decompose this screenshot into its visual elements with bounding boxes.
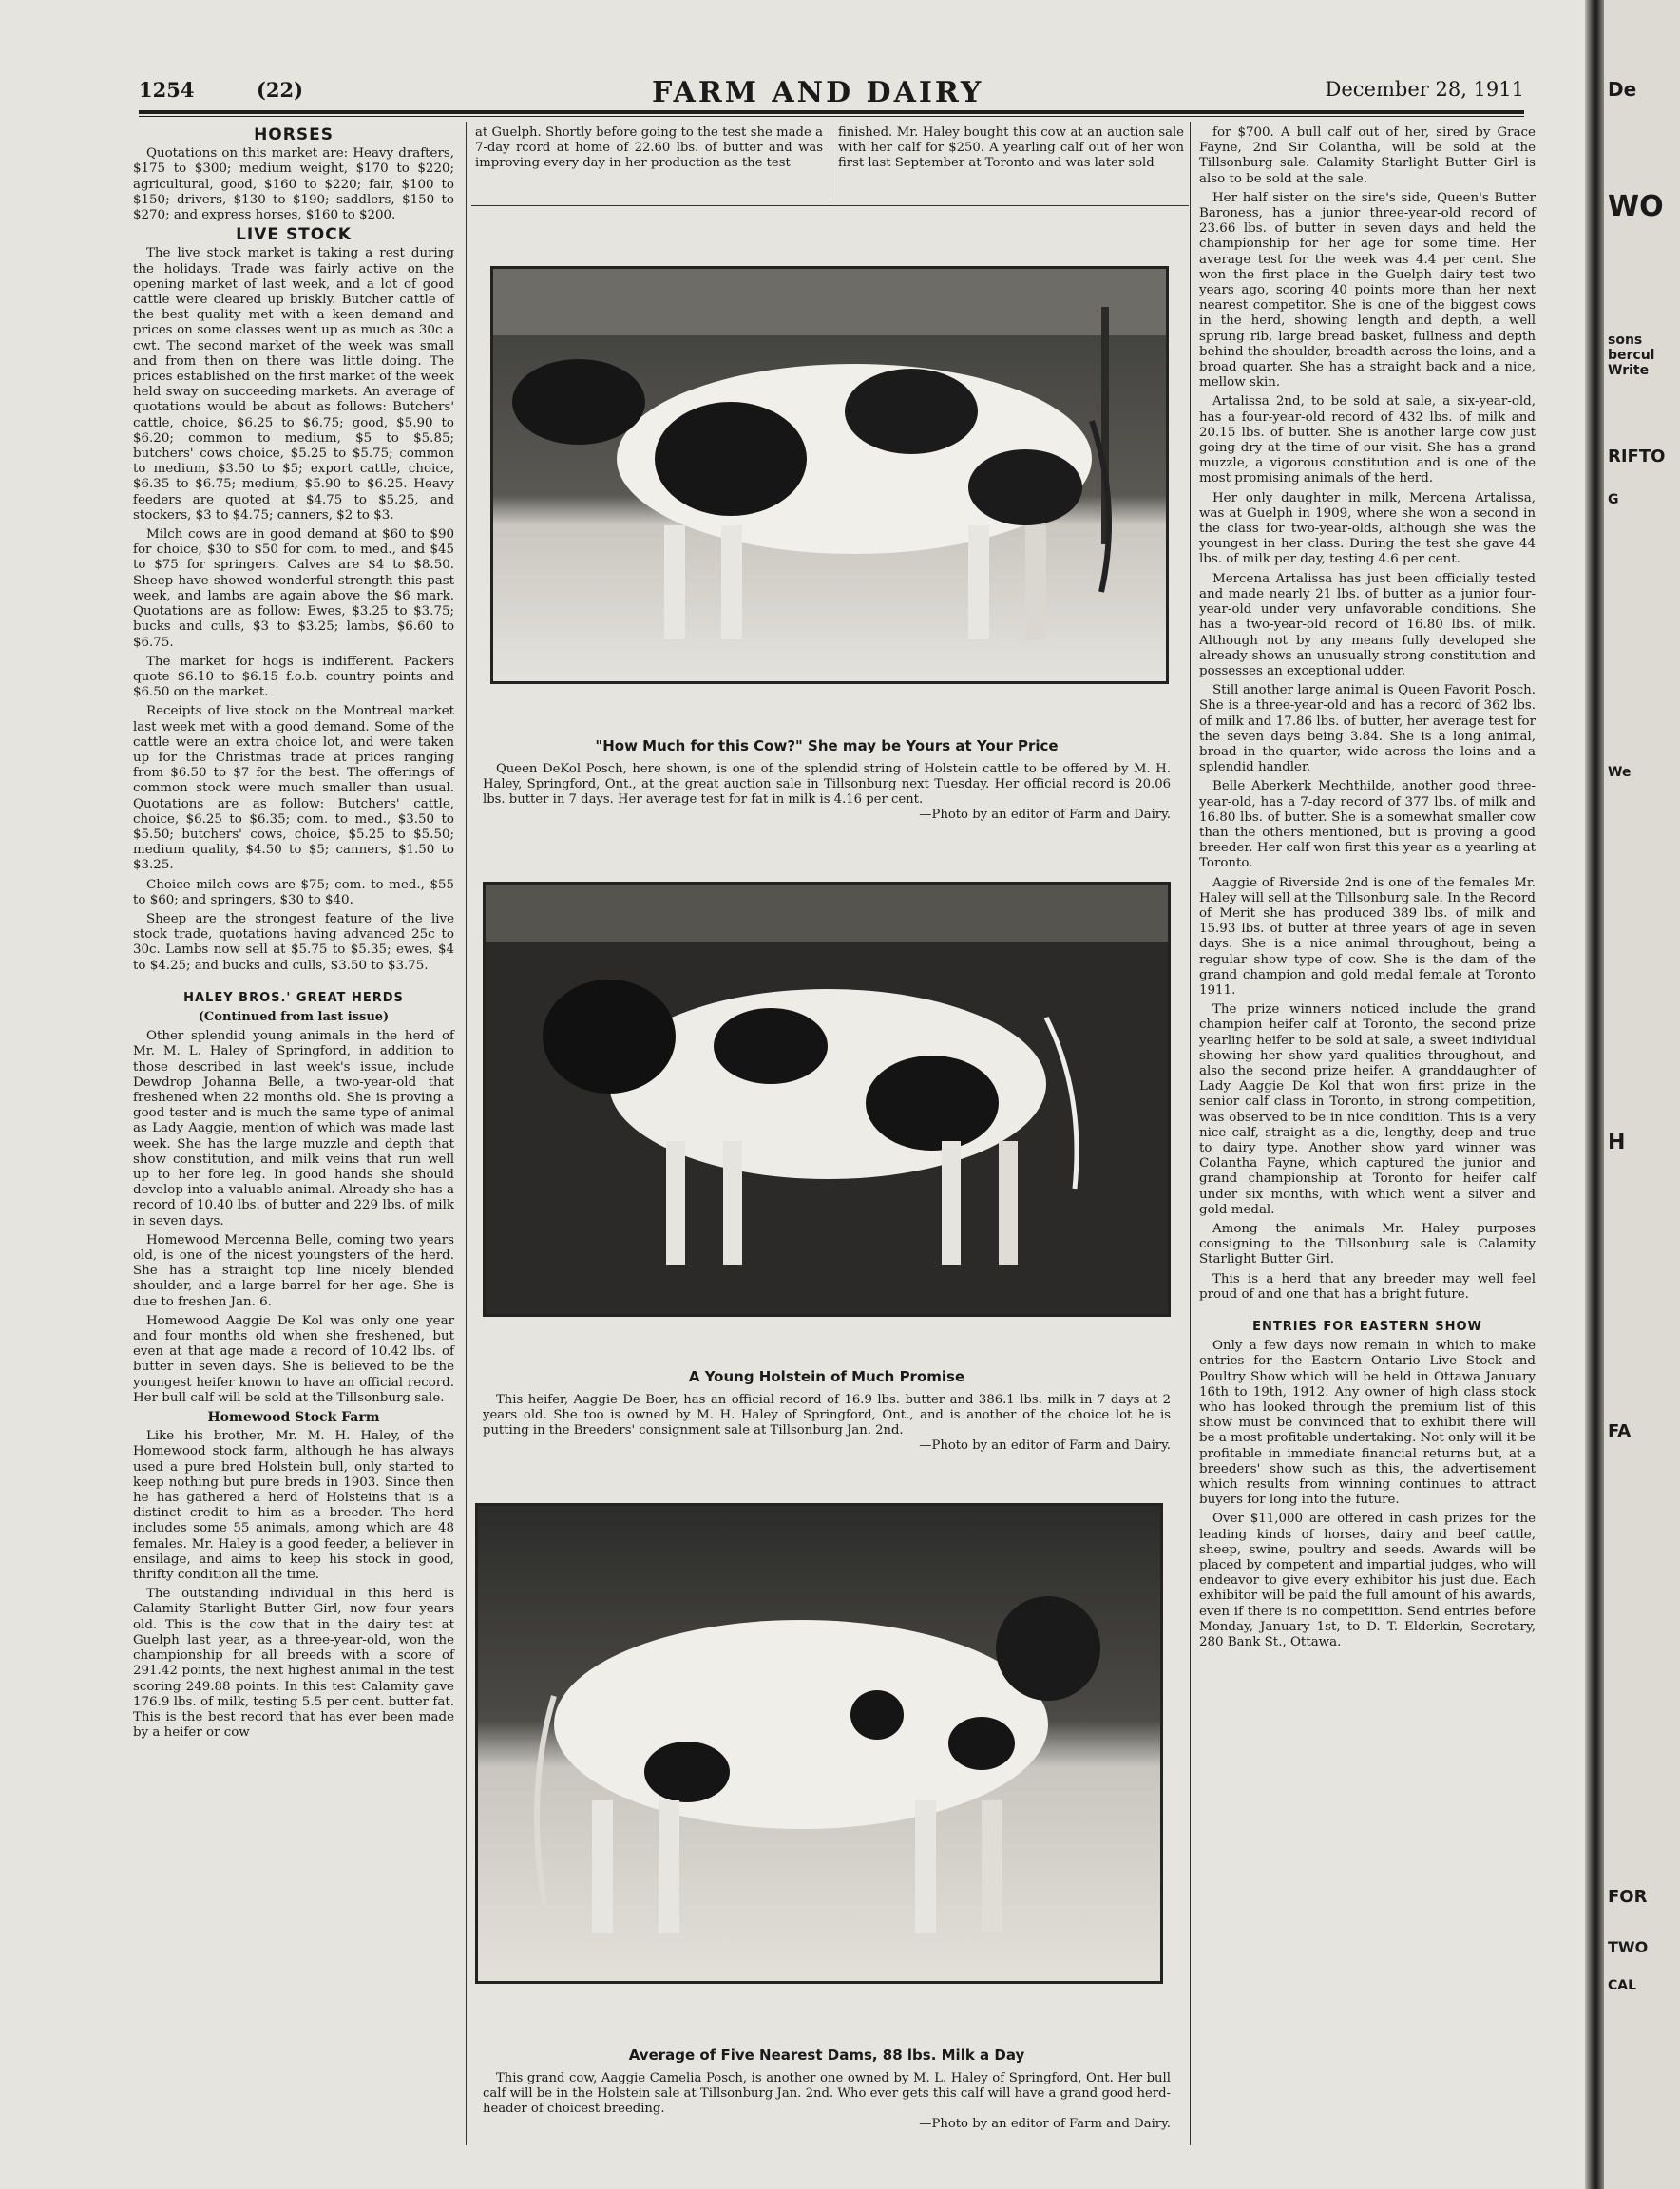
photo-1-title: "How Much for this Cow?" She may be Yours at Your Price <box>595 737 1059 754</box>
photo-1-caption <box>483 762 1171 823</box>
paragraph: Milch cows are in good demand at $60 to $90 for choice, $30 to $50 for com. to med., and $45 to $75 for springers. Calves are $4 to $8.50. Sheep have showed wonderful strength this past week, and lambs are again above the $6 mark. Quotations are as follow: Ewes, $3.25 to $3.75; bucks and culls, $3 to $3.25; lambs, $6.60 to $6.75. <box>133 527 454 650</box>
continued-text-right: finished. Mr. Haley bought this cow at an auction sale with her calf for $250. A yearling calf out of her won first last September at Toronto and was later sold <box>838 125 1184 170</box>
paragraph: Homewood Mercenna Belle, coming two years old, is one of the nicest youngsters of the herd. She has a straight top line nicely blended shoulder, and a large barrel for her age. She is due to freshen Jan. 6. <box>133 1232 454 1309</box>
cow-illustration <box>493 269 1166 681</box>
paragraph: Over $11,000 are offered in cash prizes for the leading kinds of horses, dairy and beef cattle, sheep, swine, poultry and seeds. Awards will be placed by competent and impartial judges, who will endeavor to give every exhibitor his just due. Each exhibitor will be paid the full amount of his awards, even if there is no competition. Send entries before Monday, January 1st, to D. T. Elderkin, Secretary, 280 Bank St., Ottawa. <box>1199 1512 1536 1650</box>
paragraph: Aaggie of Riverside 2nd is one of the females Mr. Haley will sell at the Tillsonburg sale. In the Record of Merit she has produced 389 lbs. of milk and 15.93 lbs. of butter at three years of age in seven days. She is a nice animal throughout, being a regular show type of cow. She is the dam of the grand champion and gold medal female at Toronto 1911. <box>1199 875 1536 998</box>
cow-photo-aaggie-de-boer <box>483 882 1171 1317</box>
paragraph: Other splendid young animals in the herd of Mr. M. L. Haley of Springford, in addition to those described in last week's issue, include Dewdrop Johanna Belle, a two-year-old that freshened when 22 months old. She is proving a good tester and is much the same type of animal as Lady Aaggie, mention of which was made last week. She has the large muzzle and depth that show constitution, and milk veins that run well up to her fore leg. In good hands she should develop into a valuable animal. Already she has a record of 10.40 lbs. of butter and 229 lbs. of milk in seven days. <box>133 1029 454 1228</box>
photo-3-title: Average of Five Nearest Dams, 88 lbs. Milk a Day <box>628 2046 1025 2064</box>
paragraph: The market for hogs is indifferent. Packers quote $6.10 to $6.15 f.o.b. country points and $6.50 on the market. <box>133 654 454 700</box>
photo-1-credit: —Photo by an editor of Farm and Dairy. <box>919 808 1171 822</box>
paragraph: Choice milch cows are $75; com. to med., $55 to $60; and springers, $30 to $40. <box>133 877 454 907</box>
paragraph: The live stock market is taking a rest during the holidays. Trade was fairly active on the opening market of last week, and a lot of good cattle were cleared up briskly. Butcher cattle of the best quality met with a keen demand and prices on some classes went up as much as 30c a cwt. The second market of the week was small and from then on there was little doing. The prices established on the first market of the week held sway on succeeding markets. An average of quotations would be about as follows: Butchers' cattle, choice, $6.25 to $6.75; good, $5.90 to $6.20; common to medium, $5 to $5.85; butchers' cows choice, $5.25 to $5.75; common to medium, $3.50 to $5; export cattle, choice, $6.35 to $6.75; medium, $5.90 to $6.25. Heavy feeders are quoted at $4.75 to $5.25, and stockers, $3 to $4.75; canners, $2 to $3. <box>133 246 454 523</box>
photo-3-credit: —Photo by an editor of Farm and Dairy. <box>919 2117 1171 2131</box>
photo-1-body: Queen DeKol Posch, here shown, is one of the splendid string of Holstein cattle to be offered by M. H. Haley, Springford, Ont., at the great auction sale in Tillsonburg next Tuesday. Her official record is 20.06 lbs. butter in 7 days. Her average test for fat in milk is 4.16 per cent. <box>483 762 1171 807</box>
fragment: De <box>1608 78 1637 101</box>
paragraph: Homewood Aaggie De Kol was only one year and four months old when she freshened, but even at that age made a record of 10.42 lbs. of butter in seven days. She is believed to be the youngest heifer known to have an official record. Her bull calf will be sold at the Tillsonburg sale. <box>133 1313 454 1405</box>
photo-3-caption <box>483 2071 1171 2132</box>
page-gutter <box>1585 0 1604 2189</box>
paragraph: Belle Aberkerk Mechthilde, another good three-year-old, has a 7-day record of 377 lbs. of milk and 16.80 lbs. of butter. She is a somewhat smaller cow than the others mentioned, but is proving a good breeder. Her calf won first this year as a yearling at Toronto. <box>1199 779 1536 871</box>
cow-photo-aaggie-camelia-posch <box>475 1503 1163 1984</box>
horses-heading: HORSES <box>254 125 334 144</box>
fragment: WO <box>1608 190 1664 223</box>
fragment: RIFTO <box>1608 447 1666 466</box>
fragment: bercul <box>1608 348 1655 363</box>
haley-heading: HALEY BROS.' GREAT HERDS <box>183 990 404 1005</box>
cow-photo-queen-dekol-posch <box>490 266 1169 684</box>
entries-heading: ENTRIES FOR EASTERN SHOW <box>1252 1320 1482 1335</box>
fragment: FOR <box>1608 1887 1648 1907</box>
newspaper-title: FARM AND DAIRY <box>652 76 984 109</box>
paragraph: Sheep are the strongest feature of the live stock trade, quotations having advanced 25c to 30c. Lambs now sell at $5.75 to $5.35; ewes, $4 to $4.25; and bucks and culls, $3.50 to $3.75. <box>133 911 454 973</box>
paragraph: Still another large animal is Queen Favorit Posch. She is a three-year-old and has a record of 362 lbs. of milk and 17.86 lbs. of butter, her average test for the seven days being 3.84. She is a long animal, broad in the quarter, wide across the loins and a splendid handler. <box>1199 683 1536 775</box>
fragment: We <box>1608 765 1632 780</box>
photo-2-caption <box>483 1393 1171 1454</box>
paragraph: Mercena Artalissa has just been officially tested and made nearly 21 lbs. of butter as a junior four-year-old under very unfavorable conditions. She has a two-year-old record of 16.80 lbs. of milk. Although not by any means fully developed she already shows an unusually strong constitution and possesses an exceptional udder. <box>1199 571 1536 678</box>
fragment: sons <box>1608 333 1643 348</box>
paragraph: Only a few days now remain in which to make entries for the Eastern Ontario Live Stock and Poultry Show which will be held in Ottawa January 16th to 19th, 1912. Any owner of high class stock who has looked through the premium list of this show must be convinced that to exhibit there will be a most profitable undertaking. Not only will it be profitable in immediate financial returns but, at a breeders' show such as this, the advertisement which results from winning continues to attract buyers for long into the future. <box>1199 1339 1536 1508</box>
column-rule <box>1190 122 1191 2145</box>
photo-2-title: A Young Holstein of Much Promise <box>688 1368 965 1385</box>
paragraph: for $700. A bull calf out of her, sired by Grace Fayne, 2nd Sir Colantha, will be sold at the Tillsonburg sale. Calamity Starlight Butter Girl is also to be sold at the sale. <box>1199 125 1536 186</box>
issue-date: December 28, 1911 <box>1325 78 1524 101</box>
fragment: G <box>1608 492 1619 507</box>
fragment: H <box>1608 1131 1626 1154</box>
fragment: Write <box>1608 363 1650 378</box>
grand-cow-illustration <box>478 1506 1160 1981</box>
masthead-rule-thin <box>139 116 1524 117</box>
paragraph: Her only daughter in milk, Mercena Artalissa, was at Guelph in 1909, where she won a second in the class for two-year-olds, although she was the youngest in her class. During the test she gave 44 lbs. of milk per day, testing 4.6 per cent. <box>1199 490 1536 567</box>
paragraph: Receipts of live stock on the Montreal market last week met with a good demand. Some of the cattle were an extra choice lot, and were taken up for the Christmas trade at prices ranging from $6.50 to $7 for the best. The offerings of common stock were much smaller than usual. Quotations are as follow: Butchers' cattle, choice, $6.25 to $6.35; com. to med., $3.50 to $5.50; butchers' cows, choice, $5.25 to $5.50; medium quality, $4.50 to $5; canners, $1.50 to $3.25. <box>133 704 454 873</box>
masthead-rule <box>139 110 1524 114</box>
continued-text-left: at Guelph. Shortly before going to the test she made a 7-day rcord at home of 22.60 lbs. of butter and was improving every day in her production as the test <box>475 125 823 170</box>
paragraph: Artalissa 2nd, to be sold at sale, a six-year-old, has a four-year-old record of 432 lbs. of milk and 20.15 lbs. of butter. She is another large cow just going dry at the time of our visit. She has a grand muzzle, a vigorous constitution and is one of the most promising animals of the herd. <box>1199 394 1536 486</box>
paragraph: Her half sister on the sire's side, Queen's Butter Baroness, has a junior three-year-old record of 23.66 lbs. of butter in seven days and held the championship for her age for some time. Her average test for the week was 4.4 per cent. She won the first place in the Guelph dairy test two years ago, scoring 40 points more than her next nearest competitor. She is one of the biggest cows in the herd, showing length and depth, a well sprung rib, large bread basket, fullness and depth behind the shoulder, breadth across the loins, and a broad quarter. She has a straight back and a nice, mellow skin. <box>1199 190 1536 390</box>
haley-subheading: (Continued from last issue) <box>198 1009 390 1024</box>
fragment: FA <box>1608 1421 1632 1441</box>
paragraph: The outstanding individual in this herd is Calamity Starlight Butter Girl, now four years old. This is the cow that in the dairy test at Guelph last year, as a three-year-old, won the championship for all breeds with a score of 291.42 points, the next highest animal in the test scoring 249.88 points. In this test Calamity gave 176.9 lbs. of milk, testing 5.5 per cent. butter fat. This is the best record that has ever been made by a heifer or cow <box>133 1587 454 1741</box>
homewood-heading: Homewood Stock Farm <box>207 1410 380 1426</box>
paragraph: Among the animals Mr. Haley purposes consigning to the Tillsonburg sale is Calamity Starlight Butter Girl. <box>1199 1222 1536 1267</box>
fragment: CAL <box>1608 1978 1637 1993</box>
photo-3-body: This grand cow, Aaggie Camelia Posch, is another one owned by M. L. Haley of Springford, Ont. Her bull calf will be in the Holstein sale at Tillsonburg Jan. 2nd. Who ever gets this calf will have a grand good herd-header of choicest breeding. <box>483 2071 1171 2116</box>
paragraph: Like his brother, Mr. M. H. Haley, of the Homewood stock farm, although he has always used a pure bred Holstein bull, only started to keep nothing but pure breds in 1903. Since then he has gathered a herd of Holsteins that is a distinct credit to him as a breeder. The herd includes some 55 animals, among which are 48 females. Mr. Haley is a good feeder, a believer in ensilage, and aims to keep his stock in good, thrifty condition all the time. <box>133 1429 454 1583</box>
page-number: 1254 <box>139 78 195 102</box>
paragraph: This is a herd that any breeder may well feel proud of and one that has a bright future. <box>1199 1271 1536 1302</box>
livestock-heading: LIVE STOCK <box>236 225 352 245</box>
photo-2-credit: —Photo by an editor of Farm and Dairy. <box>919 1438 1171 1453</box>
column-rule <box>466 122 467 2145</box>
photo-2-body: This heifer, Aaggie De Boer, has an official record of 16.9 lbs. butter and 386.1 lbs. milk in 7 days at 2 years old. She too is owned by M. H. Haley of Springford, Ont., and is another of the choice lot he is putting in the Breeders' consignment sale at Tillsonburg Jan. 2nd. <box>483 1393 1171 1437</box>
paragraph: The prize winners noticed include the grand champion heifer calf at Toronto, the second prize yearling heifer to be sold at sale, a sweet individual showing her show yard qualities throughout, and also the second prize heifer. A granddaughter of Lady Aaggie De Kol that won first prize in the senior calf class in Toronto, in strong competition, was observed to be in nice condition. This is a very nice calf, straight as a die, lengthy, deep and true to dairy type. Another show yard winner was Colantha Fayne, which captured the junior and grand championship at Toronto for heifer calf under six months, with which went a silver and gold medal. <box>1199 1002 1536 1217</box>
masthead <box>139 78 1524 110</box>
heifer-illustration <box>486 885 1168 1314</box>
fragment: TWO <box>1608 1938 1649 1956</box>
adjacent-page-fragment <box>1604 0 1680 2189</box>
horses-text: Quotations on this market are: Heavy drafters, $175 to $300; medium weight, $170 to $220; agricultural, good, $160 to $220; fair, $100 to $150; drivers, $130 to $190; saddlers, $150 to $270; and express horses, $160 to $200. <box>133 146 454 223</box>
strip-rule <box>471 205 1189 206</box>
section-number: (22) <box>257 78 304 102</box>
column-market-report <box>133 125 454 1744</box>
column-herd-article <box>1199 125 1536 1654</box>
